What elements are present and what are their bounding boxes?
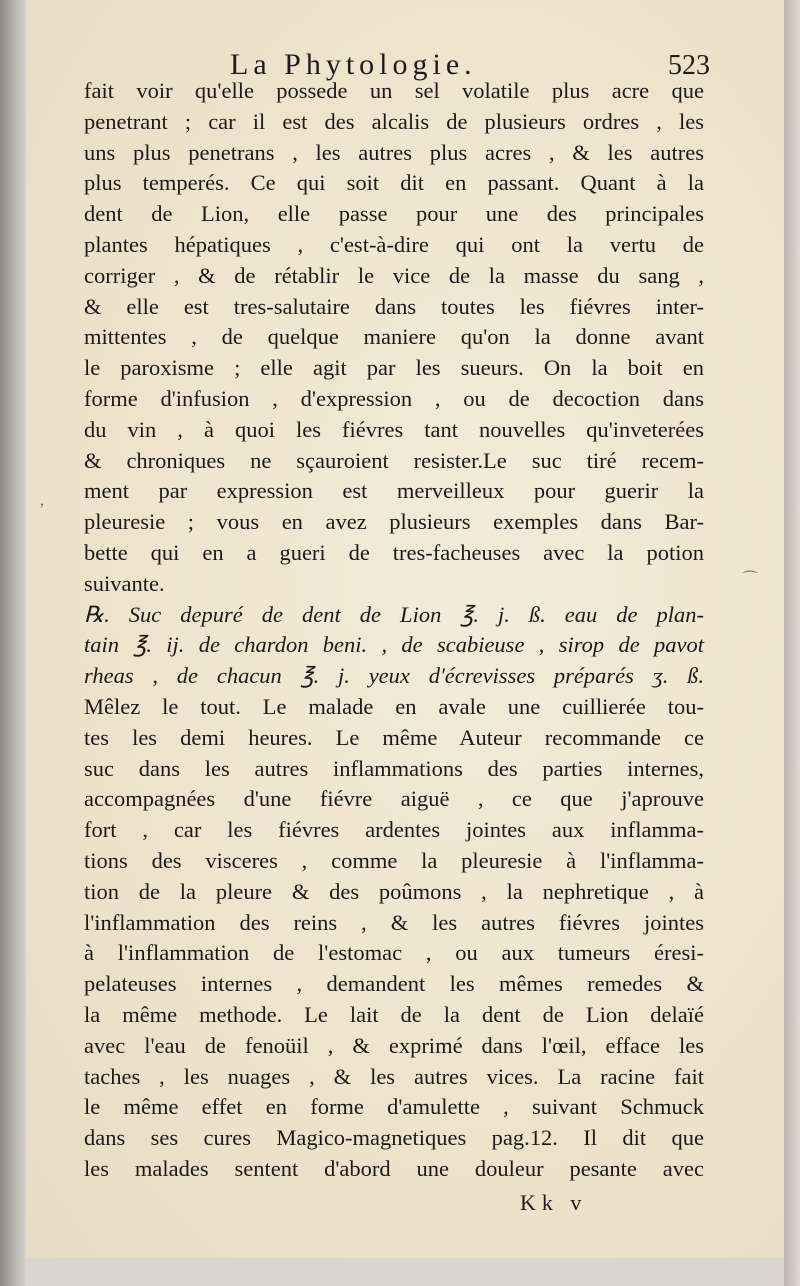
recipe-line: ℞. Suc depuré de dent de Lion ℥. j. ß. eau de plan- (84, 601, 704, 627)
text-line: suc dans les autres inflammations des parties internes, (84, 755, 704, 781)
text-line: tes les demi heures. Le même Auteur recommande ce (84, 724, 704, 750)
text-line: accompagnées d'une fiévre aiguë , ce que j'aprouve (84, 786, 704, 812)
text-line: le paroxisme ; elle agit par les sueurs. On la boit en (84, 355, 704, 381)
text-line: Mêlez le tout. Le malade en avale une cuillierée tou- (84, 693, 704, 719)
book-spine-shadow (0, 0, 26, 1286)
text-line: avec l'eau de fenoüil , & exprimé dans l'œil, efface les (84, 1032, 704, 1058)
text-line: & chroniques ne sçauroient resister.Le suc tiré recem- (84, 447, 704, 473)
text-line: du vin , à quoi les fiévres tant nouvelles qu'inveterées (84, 416, 704, 442)
text-line: dent de Lion, elle passe pour une des principales (84, 201, 704, 227)
text-line: bette qui en a gueri de tres-facheuses avec la potion (84, 539, 704, 565)
page-edge (784, 0, 800, 1286)
text-line: corriger , & de rétablir le vice de la masse du sang , (84, 262, 704, 288)
text-line: plantes hépatiques , c'est-à-dire qui ont la vertu de (84, 231, 704, 257)
recipe-line: tain ℥. ij. de chardon beni. , de scabieuse , sirop de pavot (84, 632, 704, 658)
text-line: forme d'infusion , d'expression , ou de decoction dans (84, 385, 704, 411)
text-line: tions des visceres , comme la pleuresie à l'inflamma- (84, 847, 704, 873)
text-line: à l'inflammation de l'estomac , ou aux tumeurs éresi- (84, 940, 704, 966)
text-line: le même effet en forme d'amulette , suivant Schmuck (84, 1094, 704, 1120)
margin-speck: , (40, 492, 44, 509)
text-line: fait voir qu'elle possede un sel volatile plus acre que (84, 78, 704, 103)
text-line: les malades sentent d'abord une douleur pesante avec (84, 1155, 704, 1181)
text-line: fort , car les fiévres ardentes jointes aux inflamma- (84, 817, 704, 843)
text-line: dans ses cures Magico-magnetiques pag.12. Il dit que (84, 1125, 704, 1151)
text-line: plus temperés. Ce qui soit dit en passant. Quant à la (84, 170, 704, 196)
text-line: suivante. (84, 570, 165, 596)
page-number: 523 (668, 50, 710, 81)
text-line: mittentes , de quelque maniere qu'on la donne avant (84, 324, 704, 350)
body-text (84, 76, 704, 1185)
text-line: & elle est tres-salutaire dans toutes les fiévres inter- (84, 293, 704, 319)
running-head: La Phytologie. (230, 48, 477, 81)
text-line: l'inflammation des reins , & les autres fiévres jointes (84, 909, 704, 935)
recipe-line: rheas , de chacun ℥. j. yeux d'écrevisses préparés ʒ. ß. (84, 663, 704, 689)
text-line: tion de la pleure & des poûmons , la nephretique , à (84, 878, 704, 904)
margin-speck: ⌒ (742, 571, 759, 588)
text-line: la même methode. Le lait de la dent de Lion delaïé (84, 1001, 704, 1027)
text-line: pelateuses internes , demandent les mêmes remedes & (84, 971, 704, 997)
signature-mark: Kk v (520, 1190, 588, 1215)
text-line: pleuresie ; vous en avez plusieurs exemples dans Bar- (84, 509, 704, 535)
text-line: taches , les nuages , & les autres vices. La racine fait (84, 1063, 704, 1089)
text-line: ment par expression est merveilleux pour guerir la (84, 478, 704, 504)
text-line: penetrant ; car il est des alcalis de plusieurs ordres , les (84, 108, 704, 134)
text-line: uns plus penetrans , les autres plus acres , & les autres (84, 139, 704, 165)
